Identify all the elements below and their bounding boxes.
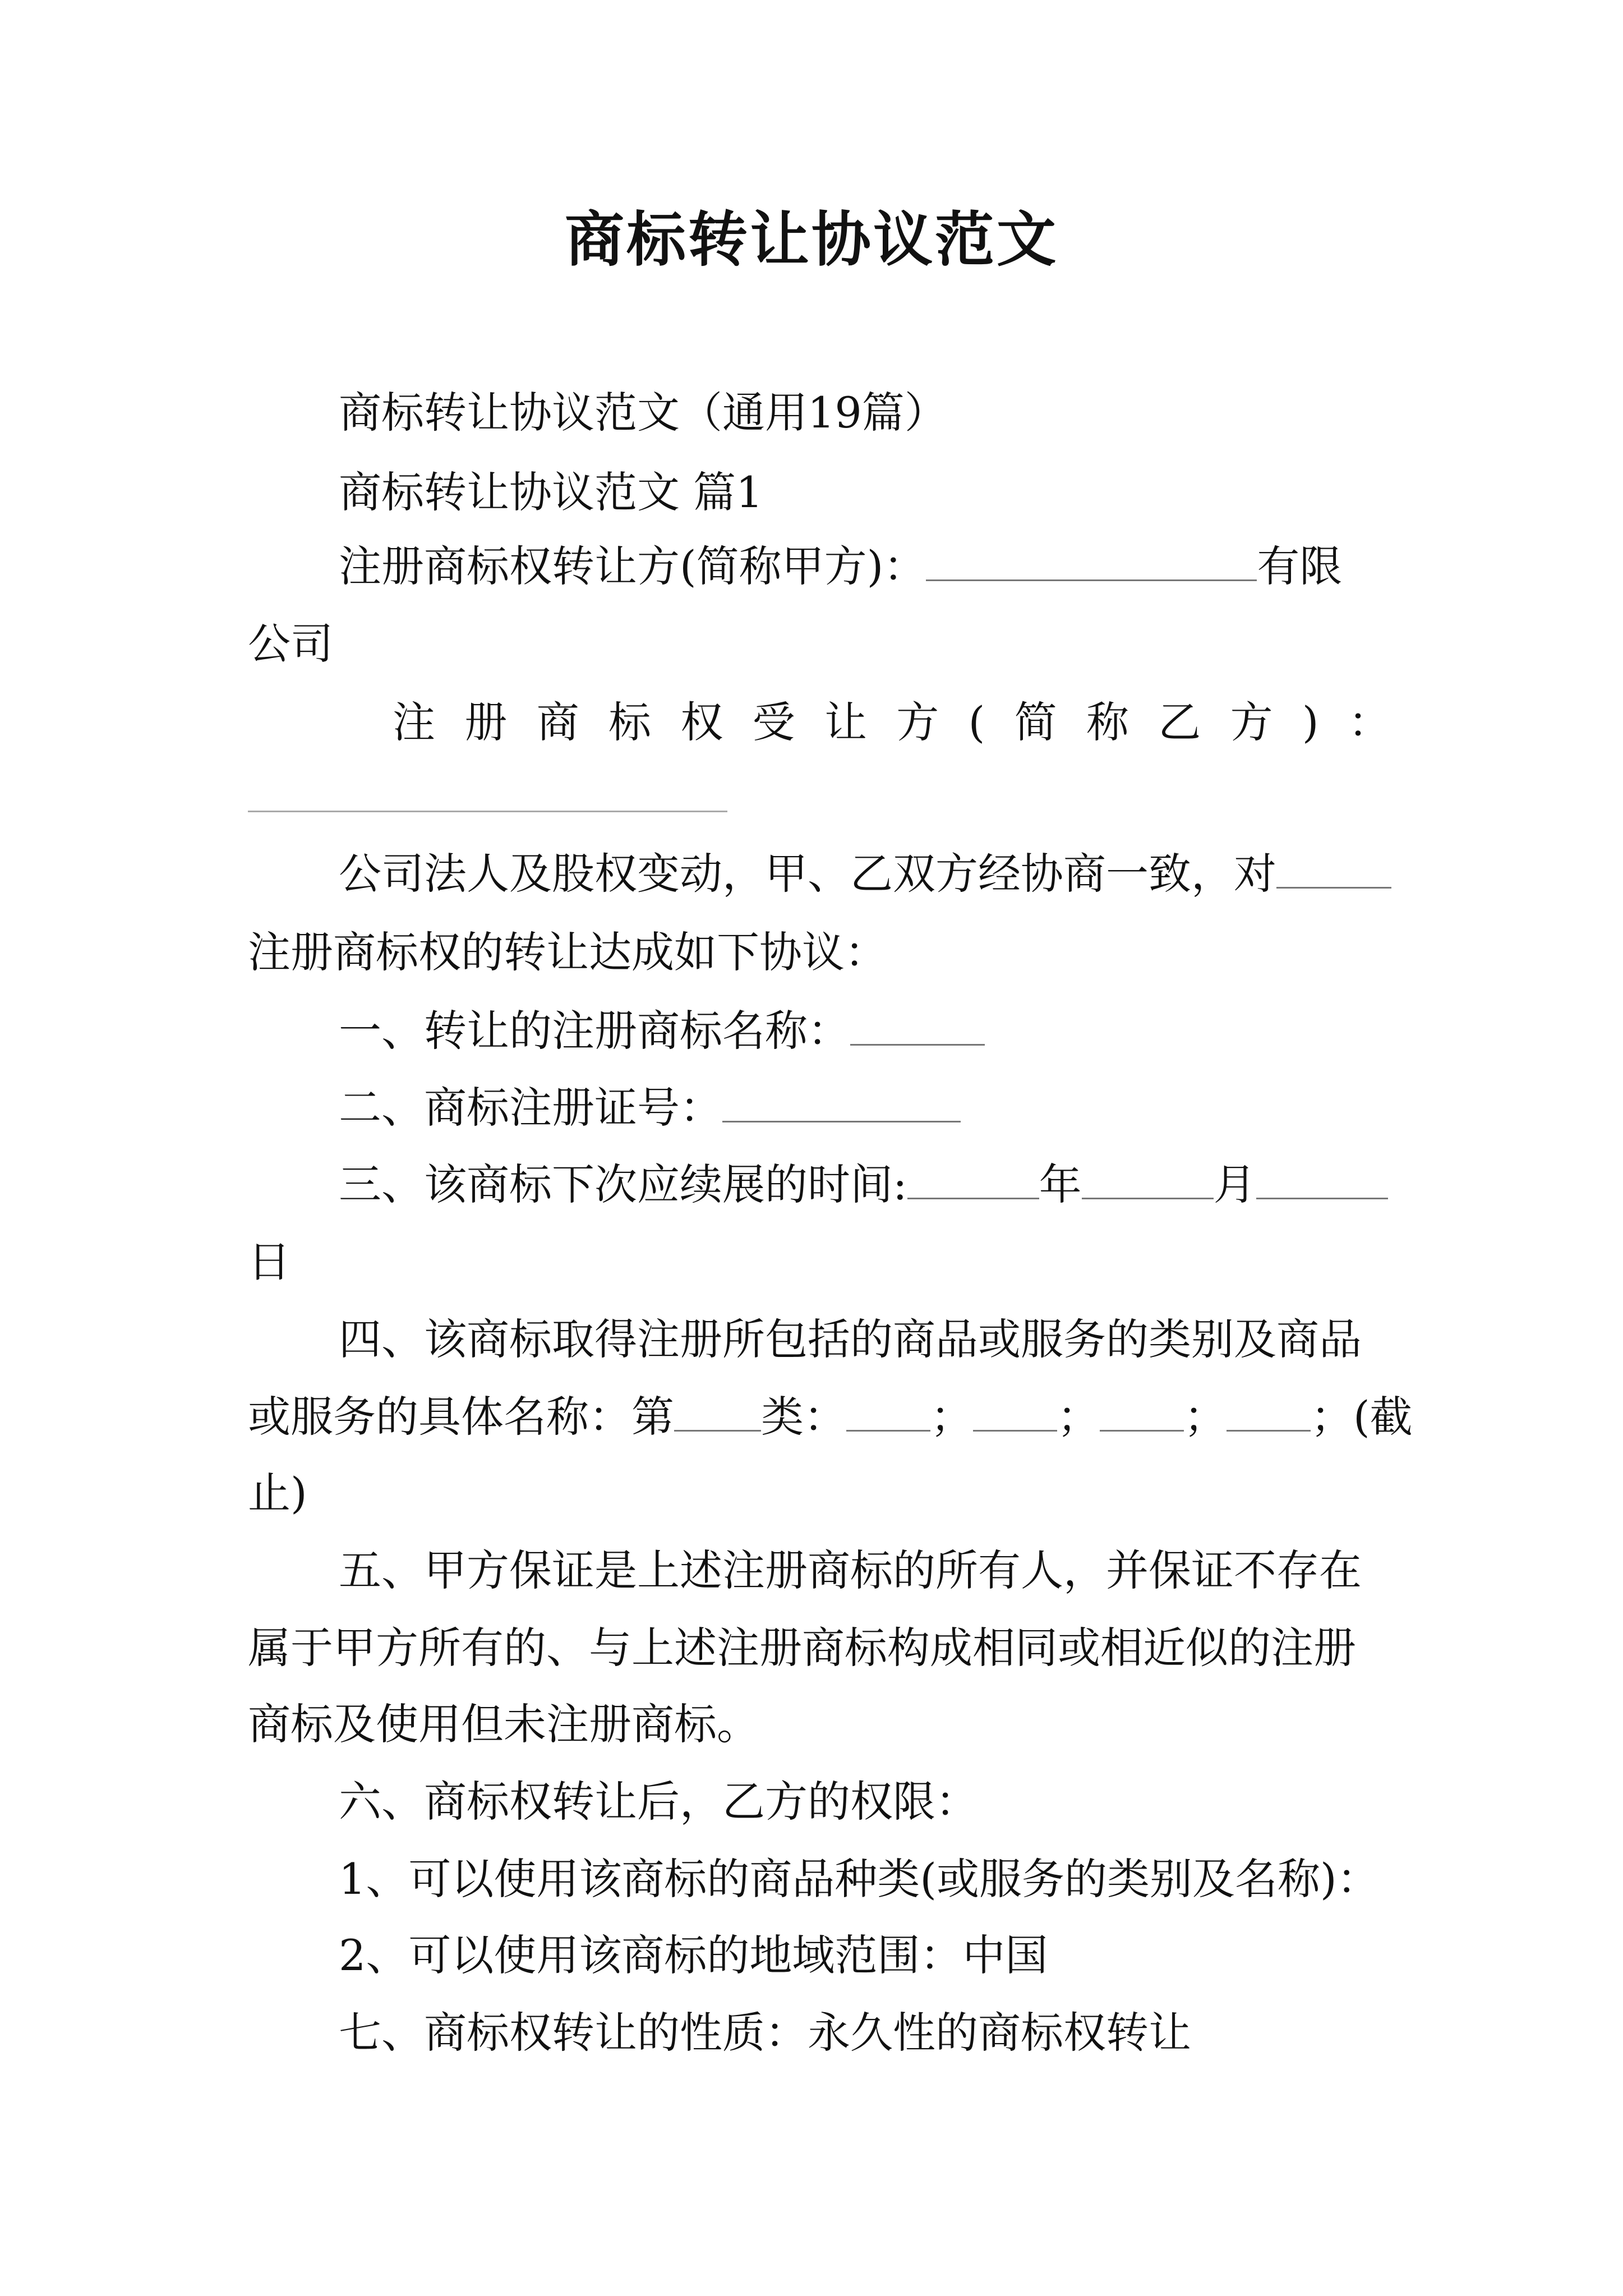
clause-4-line-1: 四、该商标取得注册所包括的商品或服务的类别及商品 [339,1314,1362,1364]
clause-3-day: 日 [248,1237,291,1287]
transferee-char: ( [968,697,985,747]
transferee-char: 册 [464,697,508,747]
transferee-char: 受 [752,697,795,747]
intro-line-2: 注册商标权的转让达成如下协议： [248,927,887,977]
intro-text-1: 公司法人及股权变动，甲、乙双方经协商一致，对 [339,849,1276,899]
day-blank [1256,1158,1388,1199]
transferor-line [339,539,1342,595]
goods-blank [846,1391,930,1432]
clause-7: 七、商标权转让的性质：永久性的商标权转让 [339,2008,1191,2058]
goods-blank [1227,1391,1311,1432]
clause-1-text: 一、转让的注册商标名称： [339,1006,850,1056]
trademark-blank [1276,848,1391,889]
transferee-char: 方 [1230,697,1273,747]
clause-5-line-1: 五、甲方保证是上述注册商标的所有人，并保证不存在 [339,1545,1362,1595]
clause-3 [339,1157,1388,1213]
transferee-char: 方 [896,697,939,747]
intro-line-1 [339,846,1391,902]
separator: ； [1057,1392,1100,1442]
subtitle: 商标转让协议范文（通用19篇） [339,388,947,438]
transferee-char: 让 [824,697,867,747]
clause-4-prefix: 或服务的具体名称：第 [248,1392,674,1442]
transferee-blank [248,811,727,812]
transferor-label: 注册商标权转让方(简称甲方)： [339,541,926,591]
clause-5-line-2: 属于甲方所有的、与上述注册商标构成相同或相近似的注册 [248,1623,1356,1673]
transferee-char: 商 [536,697,579,747]
class-blank [674,1391,761,1432]
clause-2 [339,1080,961,1136]
transferee-char: 乙 [1158,697,1201,747]
transferor-blank [926,540,1257,581]
year-label: 年 [1039,1159,1082,1209]
clause-4-line-3: 止) [248,1468,307,1518]
separator: ； [930,1392,973,1442]
separator: ； [1184,1392,1227,1442]
goods-blank [1100,1391,1184,1432]
clause-6: 六、商标权转让后，乙方的权限： [339,1777,978,1826]
transferee-char: 称 [1086,697,1129,747]
section-heading: 商标转让协议范文 篇1 [339,467,763,517]
year-blank [907,1158,1039,1199]
clause-2-text: 二、商标注册证号： [339,1083,722,1133]
clause-5-line-3: 商标及使用但未注册商标。 [248,1699,759,1749]
transferee-char: 权 [680,697,723,747]
goods-blank [973,1391,1057,1432]
trademark-name-blank [850,1005,985,1046]
transferee-char: 简 [1014,697,1057,747]
clause-6-1: 1、可以使用该商标的商品种类(或服务的类别及名称)： [339,1854,1380,1904]
clause-4-end: ；(截 [1311,1392,1413,1442]
transferee-line [393,694,1391,751]
clause-6-2: 2、可以使用该商标的地域范围：中国 [339,1930,1048,1980]
transferee-char: ) [1302,697,1319,747]
page-title: 商标转让协议范文 [565,204,1058,274]
clause-4-class-label: 类： [761,1392,846,1442]
transferee-char: ： [1348,697,1391,747]
clause-3-text: 三、该商标下次应续展的时间: [339,1159,907,1209]
clause-4-line-2 [248,1389,1413,1445]
transferor-suffix: 有限 [1257,541,1343,591]
transferee-char: 标 [608,697,651,747]
month-label: 月 [1213,1159,1256,1209]
clause-1 [339,1003,985,1059]
transferee-char: 注 [393,697,435,747]
transferor-suffix-wrap: 公司 [248,619,333,669]
registration-number-blank [722,1082,961,1122]
month-blank [1082,1158,1214,1199]
